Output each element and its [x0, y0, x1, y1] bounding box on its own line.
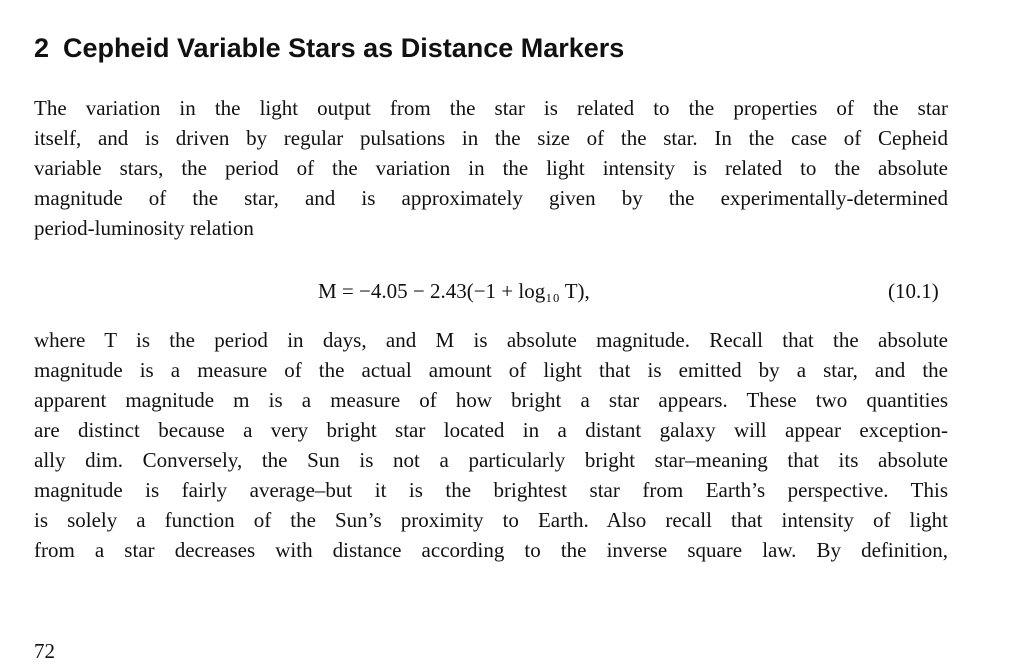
text-line: magnitude of the star, and is approximately given by the experimentally-determined — [34, 186, 948, 210]
text-line: magnitude is a measure of the actual amount of light that is emitted by a star, and the — [34, 358, 948, 382]
body-paragraph-2 — [34, 325, 948, 565]
text-line: are distinct because a very bright star located in a distant galaxy will appear exception- — [34, 418, 948, 442]
page-number: 72 — [34, 639, 55, 663]
text-line: from a star decreases with distance according to the inverse square law. By definition, — [34, 538, 948, 562]
text-line: variable stars, the period of the variation in the light intensity is related to the absolute — [34, 156, 948, 180]
text-line: ally dim. Conversely, the Sun is not a particularly bright star–meaning that its absolute — [34, 448, 948, 472]
text-line: period-luminosity relation — [34, 216, 254, 240]
text-line: The variation in the light output from the star is related to the properties of the star — [34, 96, 948, 120]
text-line: is solely a function of the Sun’s proximity to Earth. Also recall that intensity of light — [34, 508, 948, 532]
text-line: where T is the period in days, and M is absolute magnitude. Recall that the absolute — [34, 328, 948, 352]
section-number: 2 — [34, 33, 50, 63]
equation-10-1 — [0, 275, 1024, 307]
text-line: itself, and is driven by regular pulsations in the size of the star. In the case of Cepheid — [34, 126, 948, 150]
text-line: apparent magnitude m is a measure of how bright a star appears. These two quantities — [34, 388, 948, 412]
section-title: Cepheid Variable Stars as Distance Markers — [63, 33, 625, 63]
text-line: magnitude is fairly average–but it is the brightest star from Earth’s perspective. This — [34, 478, 948, 502]
body-paragraph-1 — [34, 93, 948, 243]
equation-number: (10.1) — [888, 279, 939, 303]
equation-body: M = −4.05 − 2.43(−1 + log₁₀ T), — [318, 279, 590, 303]
section-heading — [34, 30, 624, 66]
